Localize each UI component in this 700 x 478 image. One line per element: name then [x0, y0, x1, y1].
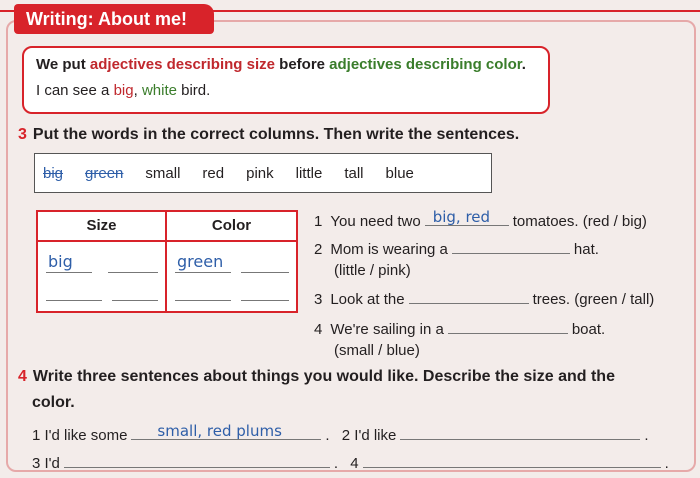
item-number: 3 — [32, 455, 41, 472]
sentence-number: 4 — [314, 321, 323, 338]
exercise-instruction: Put the words in the correct columns. Then write the sentences. — [32, 126, 520, 143]
answer-blank[interactable] — [241, 272, 289, 273]
word-bank-item: blue — [385, 164, 414, 182]
size-answer: big — [48, 252, 73, 271]
exercise-number: 3 — [18, 126, 27, 143]
sentence-text: hat. — [573, 241, 599, 258]
item-number: 1 — [32, 427, 41, 444]
item-number: 2 — [341, 427, 351, 444]
word-bank-item: big — [43, 164, 64, 182]
size-column-header: Size — [38, 212, 167, 242]
item-number: 4 — [350, 455, 359, 472]
answer-blank[interactable] — [46, 272, 92, 273]
answer-blank[interactable] — [409, 290, 529, 304]
item-text: I'd like — [354, 427, 397, 444]
sentence-4-hint: (small / blue) — [334, 342, 420, 359]
sentence-text: tomatoes. (red / big) — [512, 213, 647, 230]
writing-line-1 — [32, 422, 649, 444]
color-column-cell — [167, 242, 296, 311]
exercise-instruction: Write three sentences about things you would like. Describe the size and the — [32, 368, 615, 385]
sentence-4 — [314, 320, 605, 338]
sentence-2 — [314, 240, 599, 258]
sentence-text: Mom is wearing a — [330, 241, 448, 258]
answer-blank[interactable] — [64, 454, 330, 468]
answer-blank[interactable] — [452, 240, 570, 254]
word-bank-item: tall — [344, 164, 364, 182]
size-color-table — [36, 210, 298, 313]
item-text: I'd — [44, 455, 60, 472]
word-bank-item: green — [85, 164, 124, 182]
word-bank-item: red — [202, 164, 225, 182]
answer-blank[interactable] — [363, 454, 661, 468]
grammar-rule-box — [22, 46, 550, 114]
item-end: . — [664, 455, 669, 472]
exercise-4-title — [18, 368, 615, 386]
sentence-text: trees. (green / tall) — [532, 291, 655, 308]
exercise-number: 4 — [18, 368, 27, 385]
color-answer: green — [177, 252, 224, 271]
answer-blank[interactable] — [46, 300, 102, 301]
sentence-text: Look at the — [330, 291, 405, 308]
sentence-text: We're sailing in a — [330, 321, 444, 338]
word-bank-item: little — [295, 164, 323, 182]
answer-blank[interactable] — [400, 426, 640, 440]
example-color-word: white — [141, 82, 177, 99]
sentence-number: 2 — [314, 241, 323, 258]
answer-blank[interactable] — [108, 272, 158, 273]
sentence-text: You need two — [330, 213, 421, 230]
color-column-header: Color — [167, 212, 296, 242]
sentence-3 — [314, 290, 654, 308]
exercise-3-title — [18, 126, 519, 144]
example-size-word: big — [113, 82, 134, 99]
answer-blank[interactable] — [448, 320, 568, 334]
size-column-cell — [38, 242, 167, 311]
rule-text: We put — [36, 56, 90, 73]
section-title: Writing: About me! — [14, 4, 214, 34]
rule-line-1 — [36, 56, 536, 73]
answer-blank[interactable] — [425, 208, 509, 226]
sentence-2-hint: (little / pink) — [334, 262, 411, 279]
sentence-1 — [314, 208, 647, 230]
writing-line-2 — [32, 454, 669, 472]
handwritten-answer: small, red plums — [157, 422, 282, 440]
rule-text: before — [274, 56, 330, 73]
item-text: I'd like some — [44, 427, 128, 444]
answer-blank[interactable] — [175, 272, 231, 273]
example-text: bird. — [176, 82, 211, 99]
item-end: . — [644, 427, 649, 444]
answer-blank[interactable] — [241, 300, 289, 301]
rule-line-2 — [36, 82, 536, 99]
word-bank-item: pink — [246, 164, 274, 182]
rule-size-phrase: adjectives describing size — [89, 56, 275, 73]
sentence-number: 1 — [314, 213, 323, 230]
word-bank — [34, 153, 492, 193]
exercise-4-title-cont: color. — [32, 394, 75, 411]
sentence-text: boat. — [571, 321, 606, 338]
item-end: . — [325, 427, 330, 444]
answer-blank[interactable] — [175, 300, 231, 301]
rule-text: . — [521, 56, 526, 73]
rule-color-phrase: adjectives describing color — [329, 56, 522, 73]
sentence-number: 3 — [314, 291, 323, 308]
answer-blank[interactable] — [131, 422, 321, 440]
answer-blank[interactable] — [112, 300, 158, 301]
example-text: , — [133, 82, 142, 99]
item-end: . — [333, 455, 339, 472]
example-text: I can see a — [36, 82, 114, 99]
handwritten-answer: big, red — [432, 208, 491, 226]
word-bank-item: small — [145, 164, 181, 182]
